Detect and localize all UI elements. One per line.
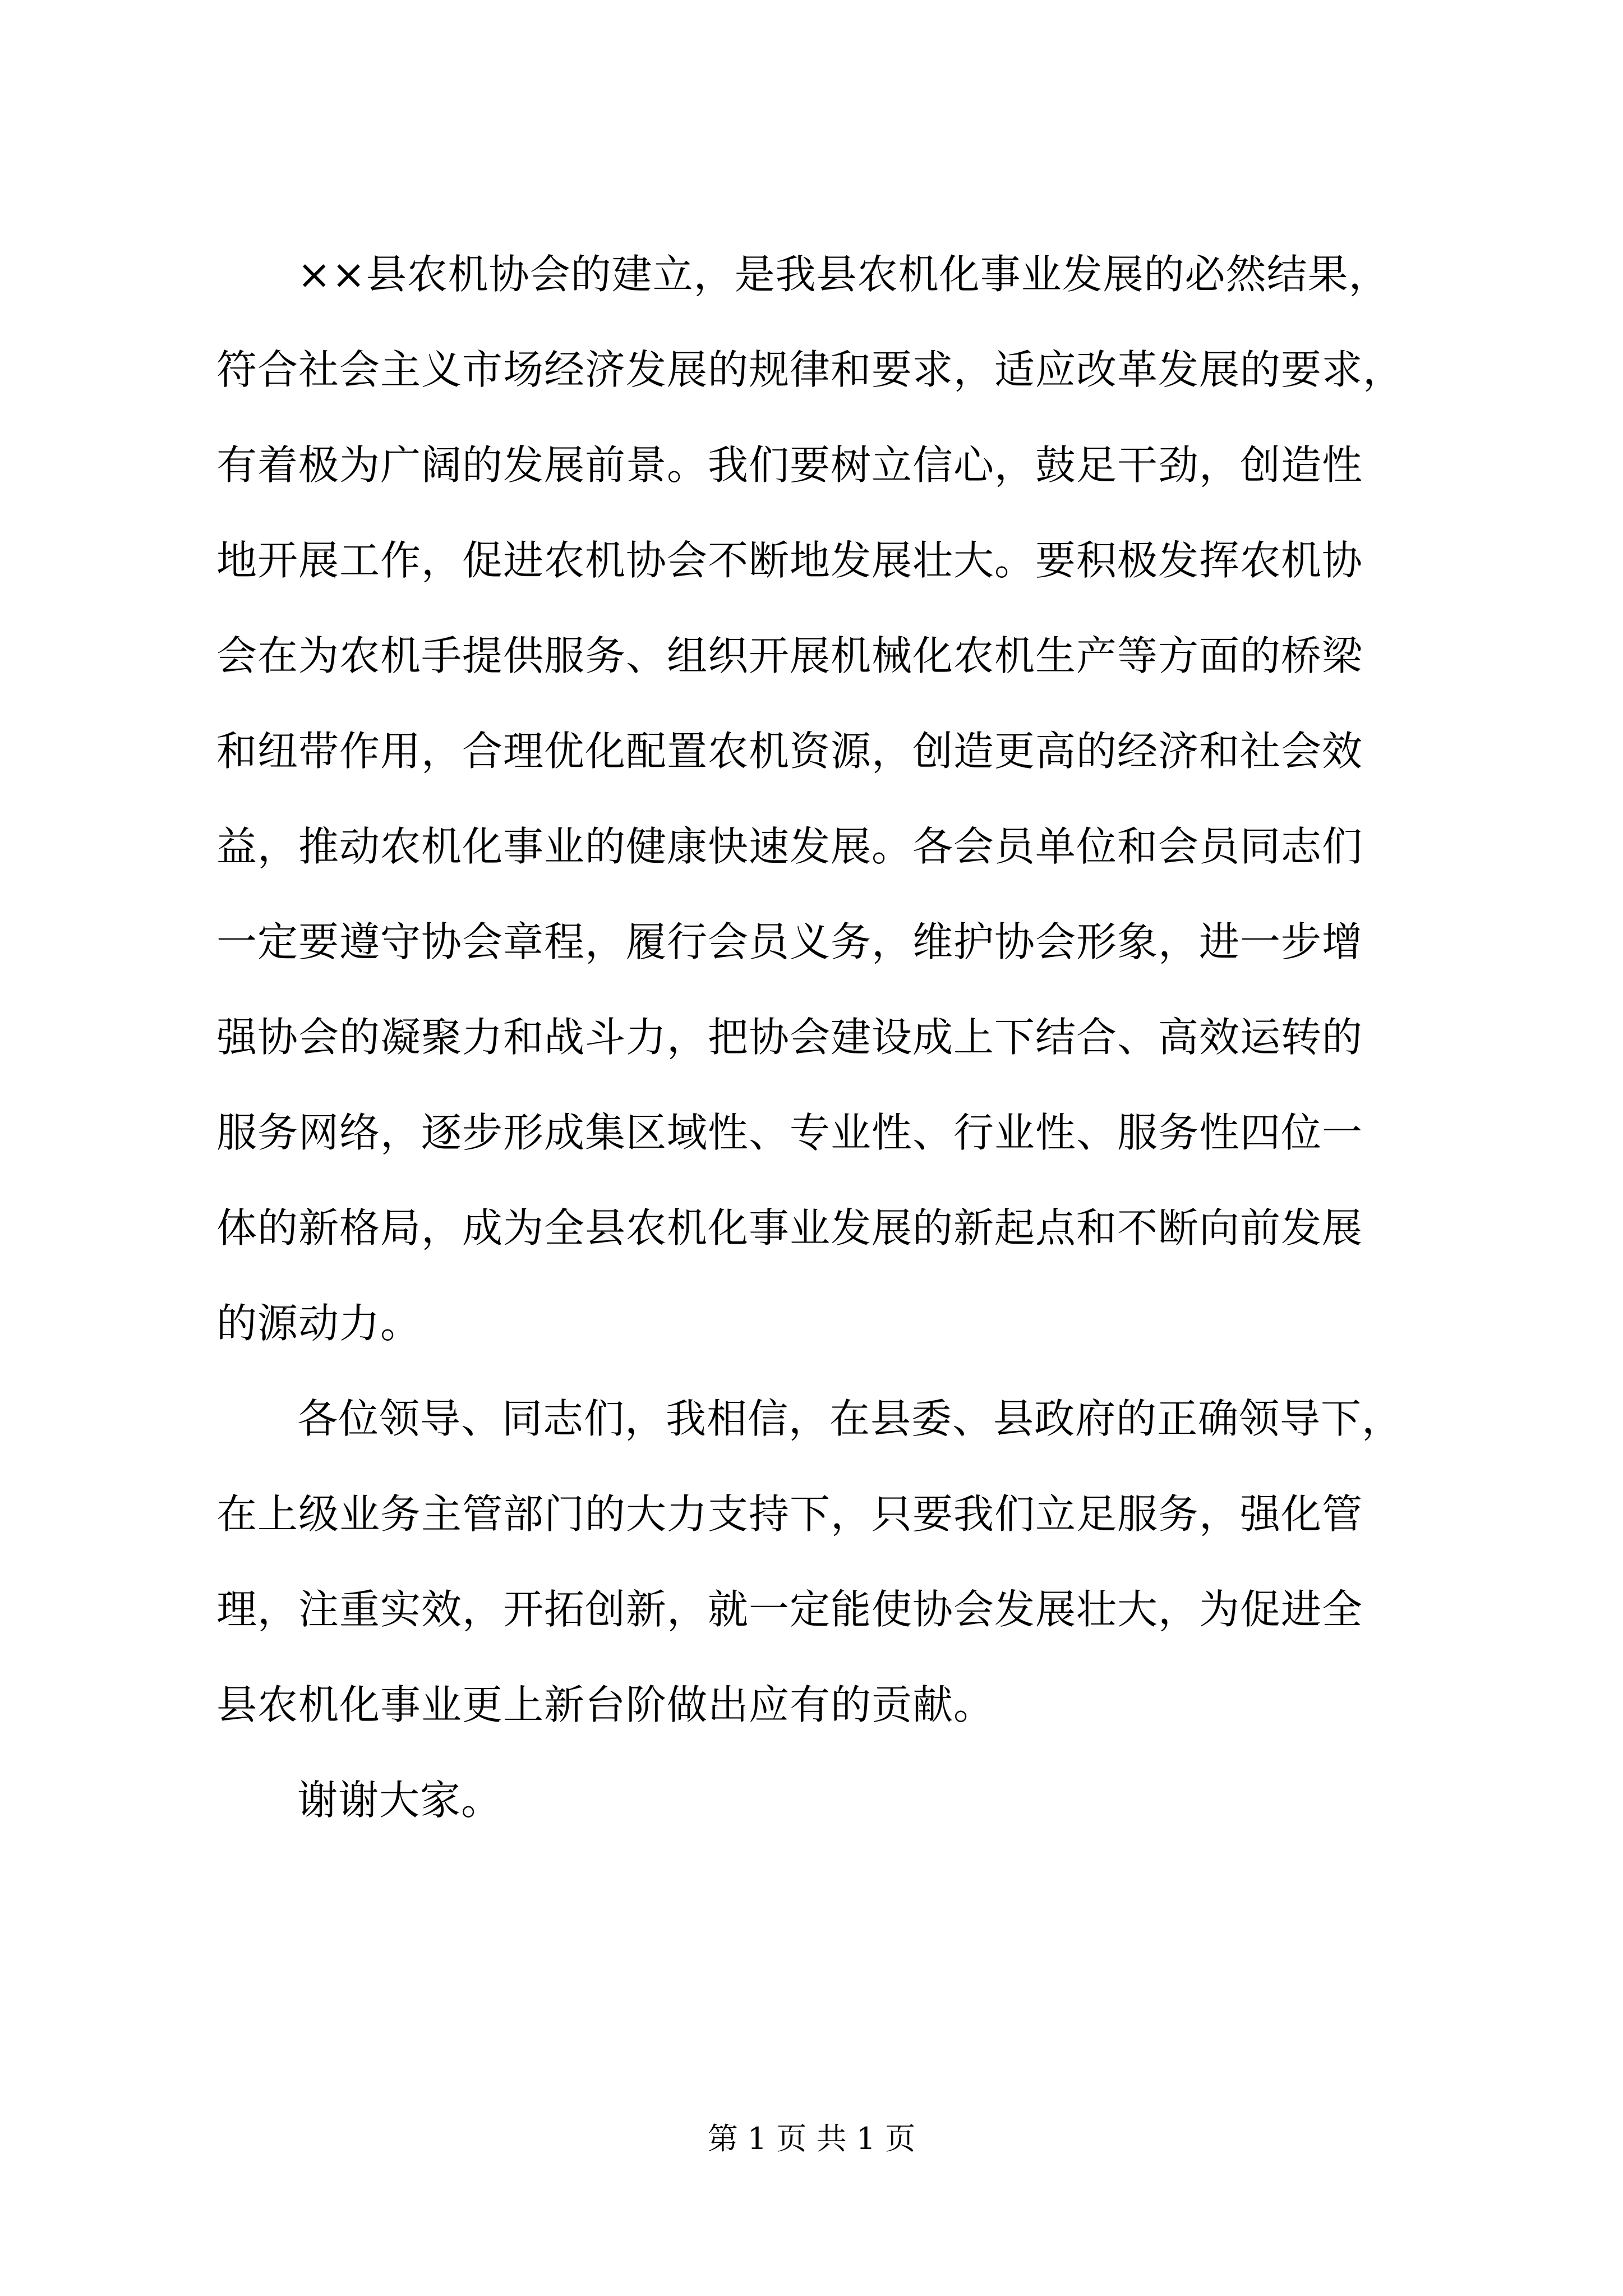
paragraph-3-line-1: 谢谢大家。 [297,1777,502,1824]
paragraph-1-line-4: 地开展工作，促进农机协会不断地发展壮大。要积极发挥农机协 [216,537,1363,584]
paragraph-1-line-9: 强协会的凝聚力和战斗力，把协会建设成上下结合、高效运转的 [216,1014,1363,1061]
paragraph-1-line-8: 一定要遵守协会章程，履行会员义务，维护协会形象，进一步增 [216,918,1363,965]
paragraph-1-line-12: 的源动力。 [216,1300,422,1347]
paragraph-1-line-1: ××县农机协会的建立，是我县农机化事业发展的必然结果， [297,251,1390,298]
paragraph-1-line-3: 有着极为广阔的发展前景。我们要树立信心，鼓足干劲，创造性 [216,441,1363,489]
paragraph-2-line-2: 在上级业务主管部门的大力支持下，只要我们立足服务，强化管 [216,1490,1363,1538]
paragraph-1-line-11: 体的新格局，成为全县农机化事业发展的新起点和不断向前发展 [216,1204,1363,1251]
paragraph-1-line-7: 益，推动农机化事业的健康快速发展。各会员单位和会员同志们 [216,823,1363,870]
paragraph-2-line-4: 县农机化事业更上新台阶做出应有的贡献。 [216,1681,995,1728]
paragraph-2-line-3: 理，注重实效，开拓创新，就一定能使协会发展壮大，为促进全 [216,1586,1363,1633]
paragraph-1-line-6: 和纽带作用，合理优化配置农机资源，创造更高的经济和社会效 [216,728,1363,775]
paragraph-2-line-1: 各位领导、同志们，我相信，在县委、县政府的正确领导下， [297,1395,1403,1442]
paragraph-1-line-5: 会在为农机手提供服务、组织开展机械化农机生产等方面的桥梁 [216,632,1363,679]
paragraph-1-line-10: 服务网络，逐步形成集区域性、专业性、行业性、服务性四位一 [216,1109,1363,1156]
document-body [216,227,1456,1848]
paragraph-1-line-2: 符合社会主义市场经济发展的规律和要求，适应改革发展的要求， [216,346,1404,393]
page-number-footer: 第 1 页 共 1 页 [707,2121,916,2156]
